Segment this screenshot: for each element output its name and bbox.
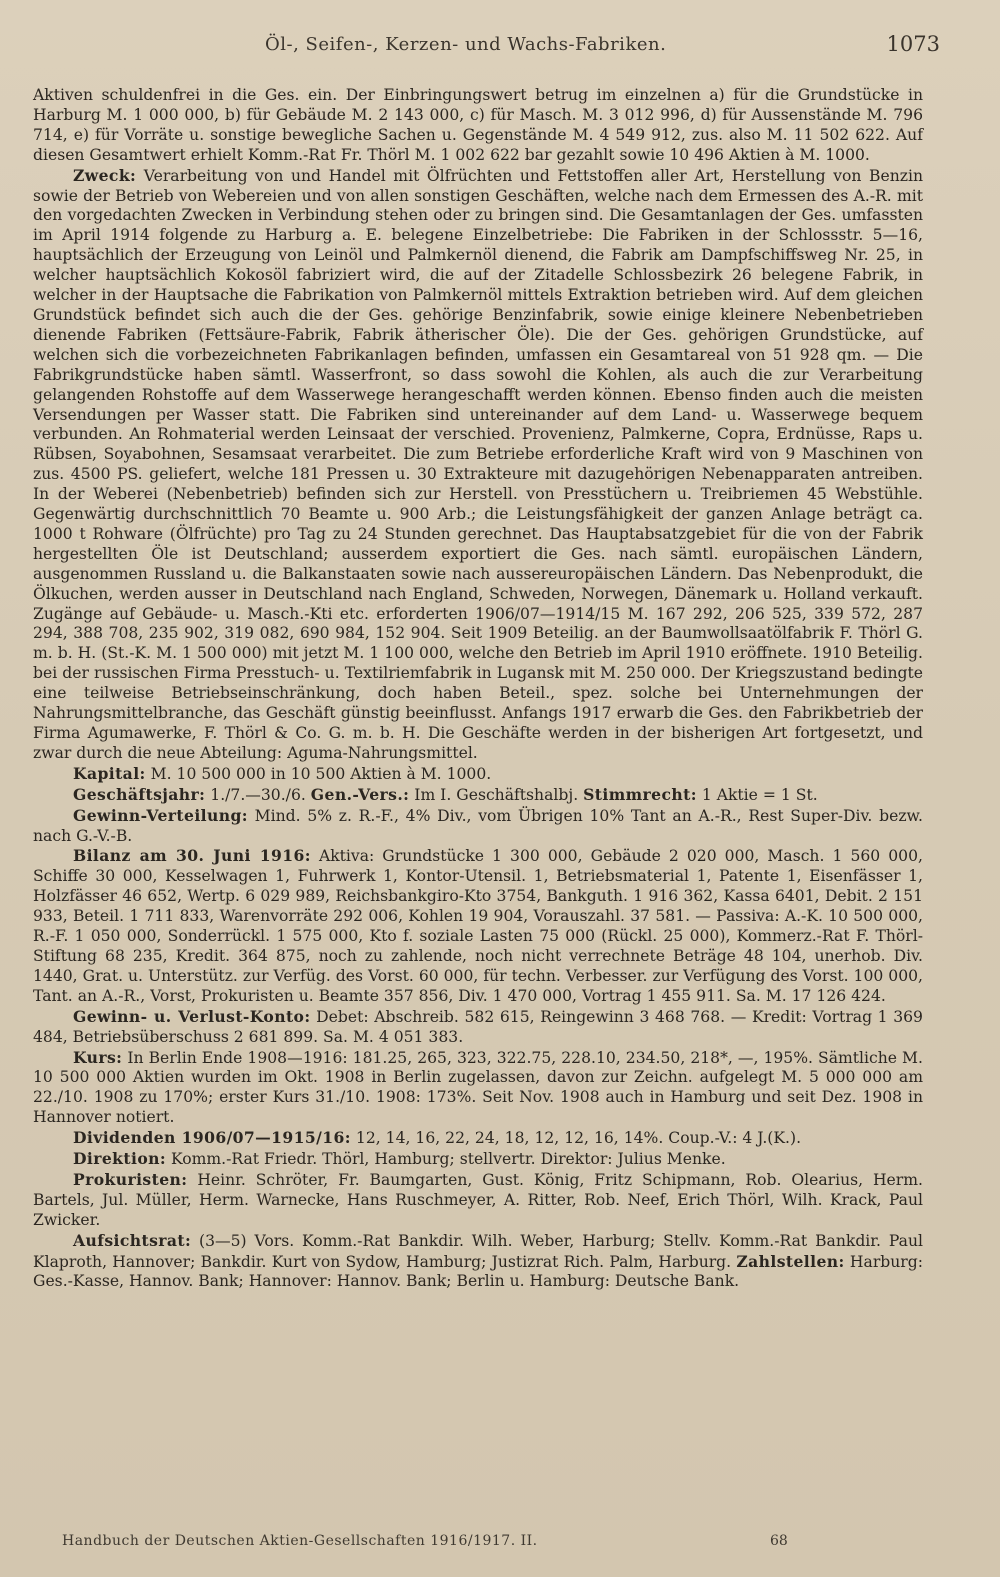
section-label: Zweck: <box>73 165 137 185</box>
section-label: Kapital: <box>73 763 146 783</box>
section-label: Geschäftsjahr: <box>73 784 206 804</box>
footer-source: Handbuch der Deutschen Aktien-Gesellschaften 1916/1917. II. <box>62 1533 538 1549</box>
paragraph-gewinn-verteilung: Gewinn-Verteilung: Mind. 5% z. R.-F., 4% Div., vom Übrigen 10% Tant an A.-R., Rest Super-Div. bezw. nach G.-V.-B. <box>33 805 923 845</box>
section-label: Stimmrecht: <box>583 784 697 804</box>
paragraph-geschaeftsjahr: Geschäftsjahr: 1./7.—30./6. Gen.-Vers.: Im I. Geschäftshalbj. Stimmrecht: 1 Aktie = 1 St. <box>73 784 818 804</box>
paragraph-bilanz: Bilanz am 30. Juni 1916: Aktiva: Grundstücke 1 300 000, Gebäude 2 020 000, Masch. 1 560 000, Schiffe 30 000, Kesselwagen 1, Fuhrwerk 1, Kontor-Utensil. 1, Betriebsmaterial 1, Patente 1, Eisenfässer 1, Holzfässer 46 652, Wertp. 6 029 989, Reichsbankgiro-Kto 3754, Bankguth. 1 916 362, Kassa 6401, Debit. 2 151 933, Beteil. 1 711 833, Warenvorräte 292 006, Kohlen 19 904, Vorauszahl. 37 581. — Passiva: A.-K. 10 500 000, R.-F. 1 050 000, Sonderrückl. 1 575 000, Kto f. soziale Lasten 75 000 (Rückl. 25 000), Kommerz.-Rat F. Thörl-Stiftung 68 235, Kredit. 364 875, noch zu zahlende, noch nicht verrechnete Beträge 48 104, unerhob. Div. 1440, Grat. u. Unterstütz. zur Verfüg. des Vorst. 60 000, für techn. Verbesser. zur Verfügung des Vorst. 100 000, Tant. an A.-R., Vorst, Prokuristen u. Beamte 357 856, Div. 1 470 000, Vortrag 1 455 911. Sa. M. 17 126 424. <box>33 846 923 1005</box>
paragraph-prokuristen: Prokuristen: Heinr. Schröter, Fr. Baumgarten, Gust. König, Fritz Schipmann, Rob. Olearius, Herm. Bartels, Jul. Müller, Herm. Warnecke, Hans Ruschmeyer, A. Ritter, Rob. Neef, Erich Thörl, Wilh. Krack, Paul Zwicker. <box>33 1169 923 1229</box>
section-label: Gewinn- u. Verlust-Konto: <box>73 1006 311 1026</box>
paragraph-gewinn-verlust: Gewinn- u. Verlust-Konto: Debet: Abschreib. 582 615, Reingewinn 3 468 768. — Kredit: Vortrag 1 369 484, Betriebsüberschuss 2 681 899. Sa. M. 4 051 383. <box>33 1006 923 1046</box>
section-label: Bilanz am 30. Juni 1916: <box>73 846 311 866</box>
section-label: Prokuristen: <box>73 1169 188 1189</box>
section-label: Kurs: <box>73 1047 123 1067</box>
section-label: Gen.-Vers.: <box>310 784 410 804</box>
footer-signature: 68 <box>770 1533 788 1549</box>
section-label: Aufsichtsrat: <box>73 1230 192 1250</box>
paragraph-dividenden: Dividenden 1906/07—1915/16: 12, 14, 16, 22, 24, 18, 12, 12, 16, 14%. Coup.-V.: 4 J.(K.). <box>73 1128 802 1148</box>
page-footer <box>0 1533 1000 1555</box>
paragraph-kurs: Kurs: In Berlin Ende 1908—1916: 181.25, 265, 323, 322.75, 228.10, 234.50, 218*, —, 195%. Sämtliche M. 10 500 000 Aktien wurden im Okt. 1908 in Berlin zugelassen, davon zur Zeichn. aufgelegt M. 5 000 000 am 22./10. 1908 zu 170%; erster Kurs 31./10. 1908: 173%. Seit Nov. 1908 auch in Hamburg und seit Dez. 1908 in Hannover notiert. <box>33 1047 923 1127</box>
paragraph-assets: Aktiven schuldenfrei in die Ges. ein. Der Einbringungswert betrug im einzelnen a) für die Grundstücke in Harburg M. 1 000 000, b) für Gebäude M. 2 143 000, c) für Masch. M. 3 012 996, d) für Aussenstände M. 796 714, e) für Vorräte u. sonstige bewegliche Sachen u. Gegenstände M. 4 549 912, zus. also M. 11 502 622. Auf diesen Gesamtwert erhielt Komm.-Rat Fr. Thörl M. 1 002 622 bar gezahlt sowie 10 496 Aktien à M. 1000. <box>33 86 923 164</box>
page-number: 1073 <box>886 32 940 56</box>
page-header <box>0 34 1000 64</box>
document-body <box>33 86 923 1292</box>
paragraph-kapital: Kapital: M. 10 500 000 in 10 500 Aktien à M. 1000. <box>73 763 492 783</box>
paragraph-zweck: Zweck: Verarbeitung von und Handel mit Ölfrüchten und Fettstoffen aller Art, Herstellung von Benzin sowie der Betrieb von Webereien und von allen sonstigen Geschäften, welche nach dem Ermessen des A.-R. mit den vorgedachten Zwecken in Verbindung stehen oder zu bringen sind. Die Gesamtanlagen der Ges. umfassten im April 1914 folgende zu Harburg a. E. belegene Einzelbetriebe: Die Fabriken in der Schlossstr. 5—16, hauptsächlich der Erzeugung von Leinöl und Palmkernöl dienend, die Fabrik am Dampfschiffsweg Nr. 25, in welcher hauptsächlich Kokosöl fabriziert wird, die auf der Zitadelle Schlossbezirk 26 belegene Fabrik, in welcher in der Hauptsache die Fabrikation von Palmkernöl mittels Extraktion betrieben wird. Auf dem gleichen Grundstück befindet sich auch die der Ges. gehörige Benzinfabrik, sowie einige kleinere Nebenbetrieben dienende Fabriken (Fettsäure-Fabrik, Fabrik ätherischer Öle). Die der Ges. gehörigen Grundstücke, auf welchen sich die vorbezeichneten Fabrikanlagen befinden, umfassen ein Gesamtareal von 51 928 qm. — Die Fabrikgrundstücke haben sämtl. Wasserfront, so dass sowohl die Kohlen, als auch die zur Verarbeitung gelangenden Rohstoffe auf dem Wasserwege herangeschafft werden können. Ebenso finden auch die meisten Versendungen per Wasser statt. Die Fabriken sind untereinander auf dem Land- u. Wasserwege bequem verbunden. An Rohmaterial werden Leinsaat der verschied. Provenienz, Palmkerne, Copra, Erdnüsse, Raps u. Rübsen, Soyabohnen, Sesamsaat verarbeitet. Die zum Betriebe erforderliche Kraft wird von 9 Maschinen von zus. 4500 PS. geliefert, welche 181 Pressen u. 30 Extrakteure mit dazugehörigen Nebenapparaten antreiben. In der Weberei (Nebenbetrieb) befinden sich zur Herstell. von Presstüchern u. Treibriemen 45 Webstühle. Gegenwärtig durchschnittlich 70 Beamte u. 900 Arb.; die Leistungsfähigkeit der ganzen Anlage beträgt ca. 1000 t Rohware (Ölfrüchte) pro Tag zu 24 Stunden gerechnet. Das Hauptabsatzgebiet für die von der Fabrik hergestellten Öle ist Deutschland; ausserdem exportiert die Ges. nach sämtl. europäischen Ländern, ausgenommen Russland u. die Balkanstaaten sowie nach aussereuropäischen Ländern. Das Nebenprodukt, die Ölkuchen, werden ausser in Deutschland nach England, Schweden, Norwegen, Dänemark u. Holland verkauft. Zugänge auf Gebäude- u. Masch.-Kti etc. erforderten 1906/07—1914/15 M. 167 292, 206 525, 339 572, 287 294, 388 708, 235 902, 319 082, 690 984, 152 904. Seit 1909 Beteilig. an der Baumwollsaatölfabrik F. Thörl G. m. b. H. (St.-K. M. 1 500 000) mit jetzt M. 1 100 000, welche den Betrieb im April 1910 eröffnete. 1910 Beteilig. bei der russischen Firma Presstuch- u. Textilriemfabrik in Lugansk mit M. 250 000. Der Kriegszustand bedingte eine teilweise Betriebseinschränkung, doch haben Beteil., spez. solche bei Unternehmungen der Nahrungsmittelbranche, das Geschäft günstig beeinflusst. Anfangs 1917 erwarb die Ges. den Fabrikbetrieb der Firma Agumawerke, F. Thörl & Co. G. m. b. H. Die Geschäfte werden in der bisherigen Art fortgesetzt, und zwar durch die neue Abteilung: Aguma-Nahrungsmittel. <box>33 165 923 762</box>
section-label: Gewinn-Verteilung: <box>73 805 248 825</box>
section-label: Zahlstellen: <box>736 1251 845 1271</box>
paragraph-direktion: Direktion: Komm.-Rat Friedr. Thörl, Hamburg; stellvertr. Direktor: Julius Menke. <box>73 1149 726 1169</box>
section-label: Direktion: <box>73 1149 167 1169</box>
running-title: Öl-, Seifen-, Kerzen- und Wachs-Fabriken. <box>265 34 667 55</box>
paragraph-aufsichtsrat: Aufsichtsrat: (3—5) Vors. Komm.-Rat Bankdir. Wilh. Weber, Harburg; Stellv. Komm.-Rat Bankdir. Paul Klaproth, Hannover; Bankdir. Kurt von Sydow, Hamburg; Justizrat Rich. Palm, Harburg. Zahlstellen: Harburg: Ges.-Kasse, Hannov. Bank; Hannover: Hannov. Bank; Berlin u. Hamburg: Deutsche Bank. <box>33 1230 923 1291</box>
section-label: Dividenden 1906/07—1915/16: <box>73 1128 351 1148</box>
